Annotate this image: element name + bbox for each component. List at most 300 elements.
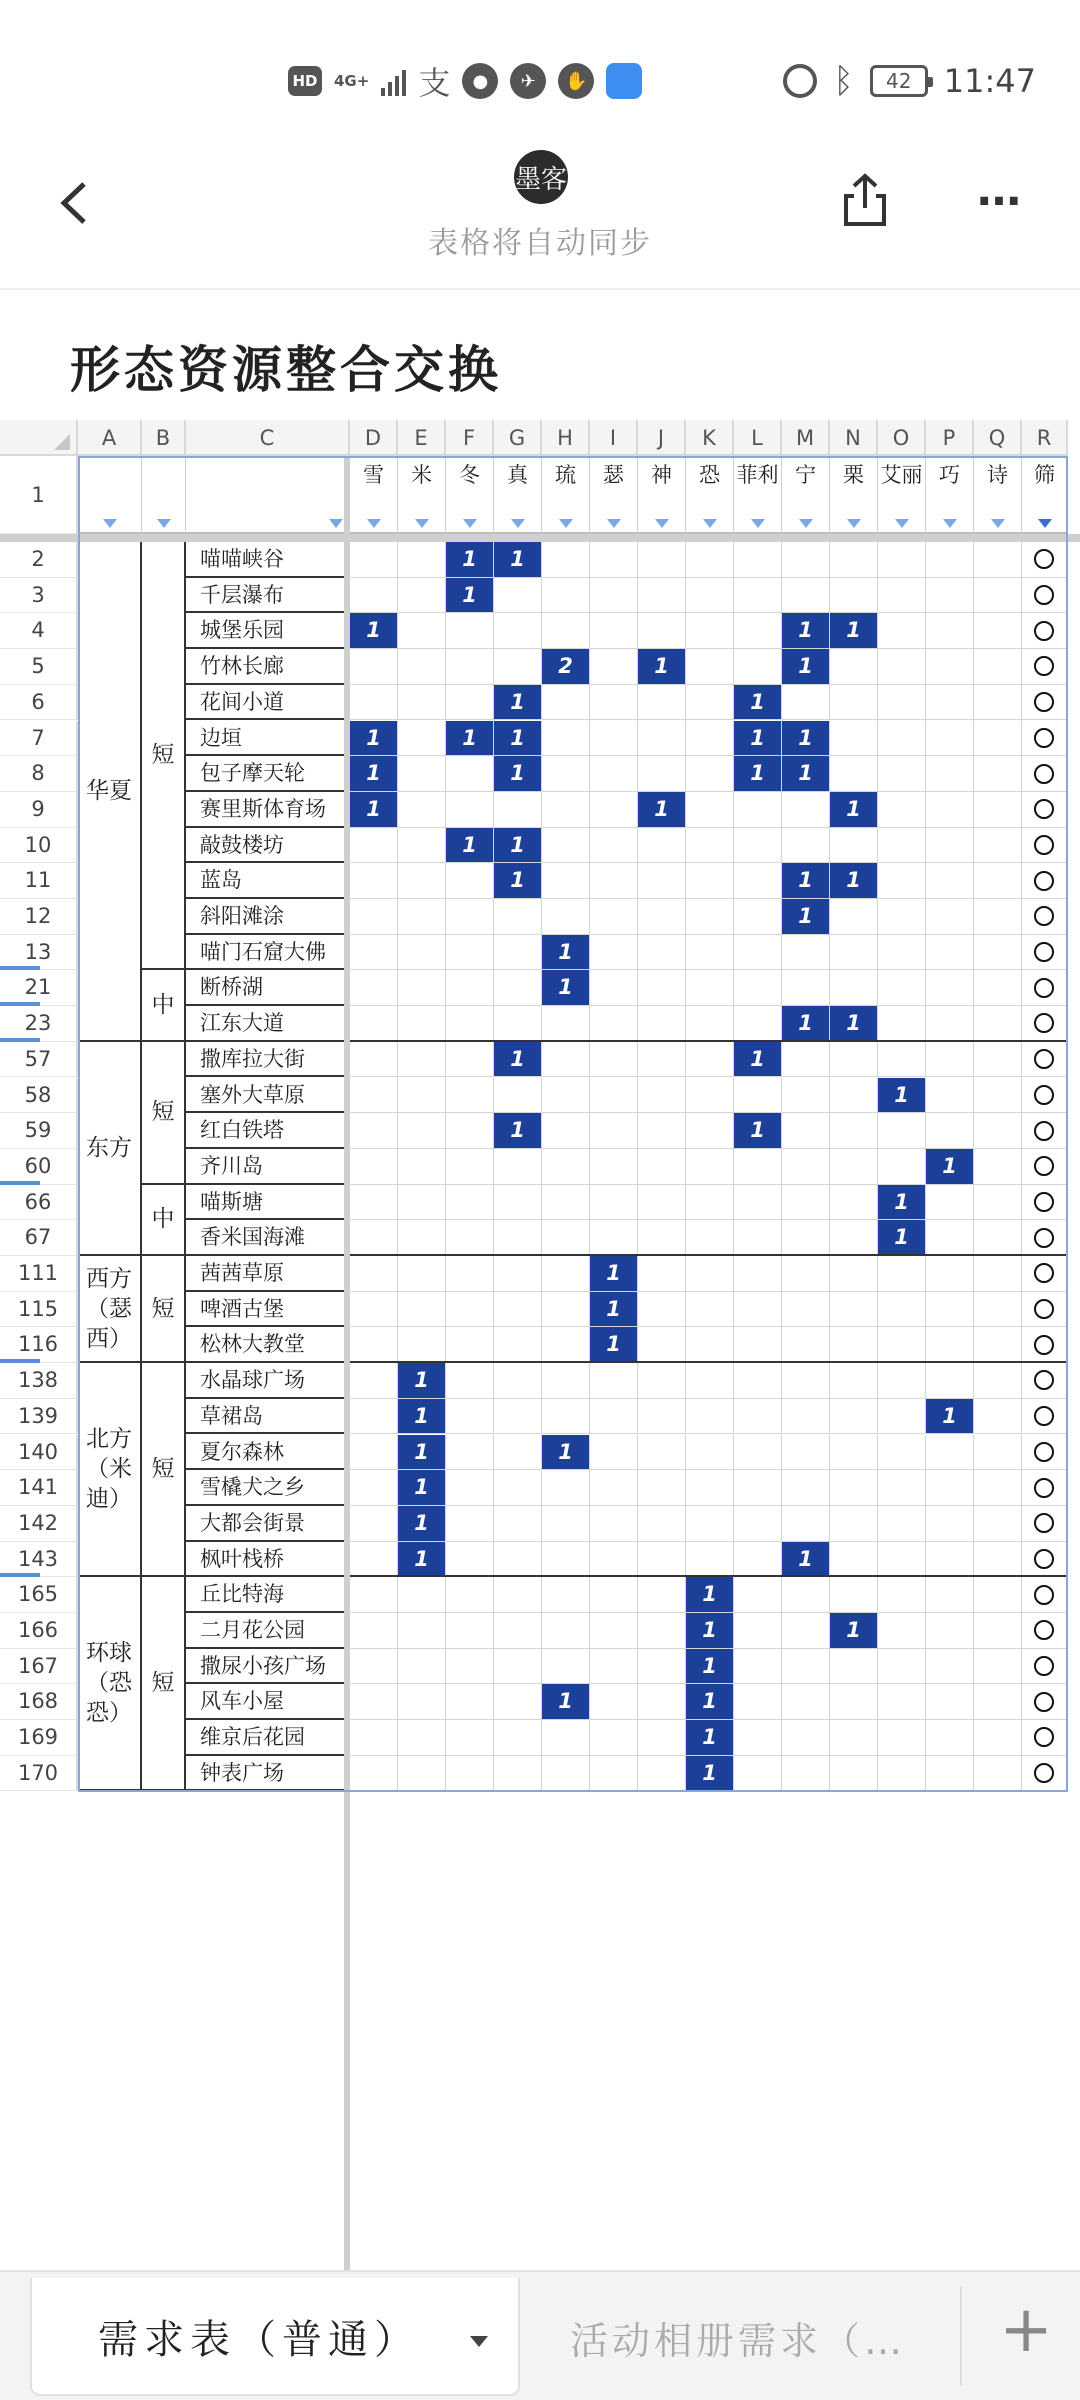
data-cell-k[interactable] (686, 1506, 734, 1542)
data-cell-g[interactable] (494, 1542, 542, 1578)
data-cell-h[interactable] (542, 863, 590, 899)
data-cell-i[interactable] (590, 613, 638, 649)
data-cell-n[interactable] (830, 1185, 878, 1221)
data-cell-l[interactable] (734, 792, 782, 828)
data-cell-d[interactable] (350, 1006, 398, 1042)
data-cell-p[interactable] (926, 1542, 974, 1578)
data-cell-h[interactable] (542, 578, 590, 614)
data-cell-n[interactable] (830, 1435, 878, 1471)
data-cell-e[interactable]: 1 (398, 1399, 446, 1435)
data-cell-o[interactable] (878, 756, 926, 792)
data-cell-k[interactable] (686, 1149, 734, 1185)
data-cell-m[interactable]: 1 (782, 756, 830, 792)
data-cell-k[interactable] (686, 1327, 734, 1363)
data-cell-o[interactable] (878, 721, 926, 757)
data-cell-l[interactable] (734, 899, 782, 935)
data-cell-h[interactable] (542, 1470, 590, 1506)
filter-icon[interactable] (655, 519, 669, 528)
data-cell-h[interactable] (542, 1399, 590, 1435)
data-cell-q[interactable] (974, 756, 1022, 792)
data-cell-i[interactable] (590, 542, 638, 578)
data-cell-o[interactable] (878, 1042, 926, 1078)
data-cell-o[interactable] (878, 1435, 926, 1471)
data-cell-q[interactable] (974, 542, 1022, 578)
data-cell-e[interactable] (398, 1684, 446, 1720)
location-cell[interactable]: 喵门石窟大佛 (186, 935, 350, 971)
data-cell-h[interactable] (542, 1006, 590, 1042)
data-cell-f[interactable] (446, 1399, 494, 1435)
location-cell[interactable]: 边垣 (186, 721, 350, 757)
data-cell-m[interactable] (782, 792, 830, 828)
data-cell-l[interactable] (734, 1078, 782, 1114)
location-cell[interactable]: 茜茜草原 (186, 1256, 350, 1292)
data-cell-k[interactable] (686, 1292, 734, 1328)
data-cell-p[interactable]: 1 (926, 1149, 974, 1185)
filter-checkbox-cell[interactable] (1022, 1577, 1068, 1613)
data-cell-f[interactable] (446, 1113, 494, 1149)
data-cell-q[interactable] (974, 1577, 1022, 1613)
data-cell-o[interactable] (878, 685, 926, 721)
circle-icon[interactable] (1034, 1263, 1054, 1283)
data-cell-q[interactable] (974, 1363, 1022, 1399)
data-cell-k[interactable]: 1 (686, 1613, 734, 1649)
header-cell-f[interactable] (446, 456, 494, 534)
data-cell-i[interactable] (590, 1078, 638, 1114)
data-cell-p[interactable] (926, 1006, 974, 1042)
data-cell-d[interactable] (350, 1756, 398, 1792)
filter-checkbox-cell[interactable] (1022, 613, 1068, 649)
data-cell-g[interactable]: 1 (494, 863, 542, 899)
back-button[interactable] (44, 178, 104, 238)
row-number[interactable]: 67 (0, 1220, 78, 1256)
location-cell[interactable]: 江东大道 (186, 1006, 350, 1042)
data-cell-g[interactable] (494, 1363, 542, 1399)
data-cell-k[interactable] (686, 1113, 734, 1149)
data-cell-k[interactable]: 1 (686, 1756, 734, 1792)
data-cell-e[interactable] (398, 613, 446, 649)
data-cell-d[interactable] (350, 970, 398, 1006)
filter-checkbox-cell[interactable] (1022, 792, 1068, 828)
filter-icon[interactable] (415, 519, 429, 528)
data-cell-i[interactable] (590, 685, 638, 721)
data-cell-n[interactable] (830, 1720, 878, 1756)
circle-icon[interactable] (1034, 1049, 1054, 1069)
data-cell-p[interactable]: 1 (926, 1399, 974, 1435)
data-cell-h[interactable] (542, 721, 590, 757)
data-cell-i[interactable] (590, 1720, 638, 1756)
data-cell-d[interactable]: 1 (350, 721, 398, 757)
filter-checkbox-cell[interactable] (1022, 578, 1068, 614)
location-cell[interactable]: 香米国海滩 (186, 1220, 350, 1256)
filter-checkbox-cell[interactable] (1022, 1649, 1068, 1685)
data-cell-e[interactable] (398, 578, 446, 614)
data-cell-d[interactable] (350, 1470, 398, 1506)
data-cell-o[interactable] (878, 828, 926, 864)
filter-icon[interactable] (463, 519, 477, 528)
data-cell-o[interactable]: 1 (878, 1185, 926, 1221)
column-header-m[interactable]: M (782, 420, 830, 456)
filter-checkbox-cell[interactable] (1022, 721, 1068, 757)
circle-icon[interactable] (1034, 1549, 1054, 1569)
data-cell-f[interactable]: 1 (446, 578, 494, 614)
circle-icon[interactable] (1034, 835, 1054, 855)
data-cell-l[interactable] (734, 542, 782, 578)
data-cell-e[interactable]: 1 (398, 1506, 446, 1542)
data-cell-k[interactable] (686, 1363, 734, 1399)
data-cell-k[interactable] (686, 1435, 734, 1471)
data-cell-e[interactable] (398, 542, 446, 578)
data-cell-n[interactable] (830, 1470, 878, 1506)
data-cell-p[interactable] (926, 721, 974, 757)
data-cell-h[interactable]: 1 (542, 935, 590, 971)
data-cell-n[interactable] (830, 1649, 878, 1685)
filter-checkbox-cell[interactable] (1022, 1435, 1068, 1471)
data-cell-k[interactable] (686, 721, 734, 757)
data-cell-i[interactable] (590, 935, 638, 971)
row-number[interactable]: 165 (0, 1577, 78, 1613)
data-cell-i[interactable] (590, 1684, 638, 1720)
data-cell-m[interactable] (782, 1435, 830, 1471)
data-cell-g[interactable] (494, 1613, 542, 1649)
data-cell-n[interactable] (830, 1078, 878, 1114)
data-cell-k[interactable]: 1 (686, 1577, 734, 1613)
data-cell-g[interactable]: 1 (494, 685, 542, 721)
data-cell-g[interactable]: 1 (494, 756, 542, 792)
data-cell-f[interactable] (446, 1435, 494, 1471)
data-cell-p[interactable] (926, 1470, 974, 1506)
row-number[interactable]: 60 (0, 1149, 78, 1185)
data-cell-p[interactable] (926, 1577, 974, 1613)
data-cell-i[interactable] (590, 1113, 638, 1149)
data-cell-i[interactable] (590, 1006, 638, 1042)
data-cell-g[interactable] (494, 1435, 542, 1471)
data-cell-i[interactable] (590, 970, 638, 1006)
filter-checkbox-cell[interactable] (1022, 1684, 1068, 1720)
location-cell[interactable]: 枫叶栈桥 (186, 1542, 350, 1578)
row-number[interactable]: 12 (0, 899, 78, 935)
data-cell-h[interactable] (542, 1292, 590, 1328)
data-cell-q[interactable] (974, 1684, 1022, 1720)
data-cell-h[interactable] (542, 1649, 590, 1685)
filter-icon[interactable] (847, 519, 861, 528)
data-cell-q[interactable] (974, 970, 1022, 1006)
data-cell-o[interactable] (878, 542, 926, 578)
data-cell-m[interactable] (782, 1327, 830, 1363)
column-header-g[interactable]: G (494, 420, 542, 456)
data-cell-m[interactable] (782, 578, 830, 614)
data-cell-f[interactable] (446, 1220, 494, 1256)
data-cell-k[interactable] (686, 863, 734, 899)
duration-cell[interactable]: 短 (142, 1577, 186, 1791)
data-cell-e[interactable] (398, 685, 446, 721)
data-cell-o[interactable] (878, 1006, 926, 1042)
header-cell-q[interactable] (974, 456, 1022, 534)
circle-icon[interactable] (1034, 1156, 1054, 1176)
data-cell-q[interactable] (974, 1506, 1022, 1542)
filter-icon[interactable] (511, 519, 525, 528)
data-cell-d[interactable]: 1 (350, 613, 398, 649)
tab-demand-normal[interactable] (30, 2278, 520, 2396)
data-cell-g[interactable] (494, 1006, 542, 1042)
data-cell-m[interactable] (782, 1613, 830, 1649)
data-cell-e[interactable] (398, 828, 446, 864)
data-cell-g[interactable] (494, 1078, 542, 1114)
duration-cell[interactable]: 短 (142, 1363, 186, 1577)
data-cell-d[interactable] (350, 1613, 398, 1649)
data-cell-m[interactable]: 1 (782, 1006, 830, 1042)
data-cell-h[interactable]: 1 (542, 1684, 590, 1720)
duration-cell[interactable]: 短 (142, 1256, 186, 1363)
header-cell-a[interactable] (78, 456, 142, 534)
data-cell-h[interactable] (542, 792, 590, 828)
location-cell[interactable]: 蓝岛 (186, 863, 350, 899)
data-cell-p[interactable] (926, 1435, 974, 1471)
row-number[interactable]: 116 (0, 1327, 78, 1363)
data-cell-e[interactable] (398, 1220, 446, 1256)
data-cell-j[interactable] (638, 1720, 686, 1756)
data-cell-p[interactable] (926, 899, 974, 935)
data-cell-e[interactable] (398, 970, 446, 1006)
data-cell-m[interactable] (782, 1470, 830, 1506)
data-cell-n[interactable] (830, 828, 878, 864)
location-cell[interactable]: 敲鼓楼坊 (186, 828, 350, 864)
data-cell-g[interactable]: 1 (494, 1042, 542, 1078)
location-cell[interactable]: 水晶球广场 (186, 1363, 350, 1399)
location-cell[interactable]: 风车小屋 (186, 1684, 350, 1720)
data-cell-l[interactable] (734, 1006, 782, 1042)
data-cell-l[interactable] (734, 828, 782, 864)
location-cell[interactable]: 塞外大草原 (186, 1078, 350, 1114)
location-cell[interactable]: 断桥湖 (186, 970, 350, 1006)
row-number[interactable]: 21 (0, 970, 78, 1006)
data-cell-q[interactable] (974, 1399, 1022, 1435)
data-cell-d[interactable] (350, 1399, 398, 1435)
row-number[interactable]: 111 (0, 1256, 78, 1292)
data-cell-h[interactable] (542, 1149, 590, 1185)
data-cell-l[interactable] (734, 1756, 782, 1792)
location-cell[interactable]: 草裙岛 (186, 1399, 350, 1435)
data-cell-n[interactable] (830, 649, 878, 685)
row-number-1[interactable]: 1 (0, 456, 78, 534)
data-cell-e[interactable] (398, 756, 446, 792)
data-cell-n[interactable]: 1 (830, 792, 878, 828)
filter-checkbox-cell[interactable] (1022, 828, 1068, 864)
data-cell-l[interactable]: 1 (734, 756, 782, 792)
data-cell-g[interactable] (494, 649, 542, 685)
column-header-h[interactable]: H (542, 420, 590, 456)
data-cell-d[interactable] (350, 863, 398, 899)
data-cell-i[interactable] (590, 756, 638, 792)
data-cell-i[interactable] (590, 1220, 638, 1256)
data-cell-h[interactable] (542, 1577, 590, 1613)
data-cell-n[interactable]: 1 (830, 863, 878, 899)
data-cell-g[interactable] (494, 1756, 542, 1792)
row-number[interactable]: 170 (0, 1756, 78, 1792)
data-cell-j[interactable]: 1 (638, 792, 686, 828)
data-cell-h[interactable] (542, 1613, 590, 1649)
data-cell-n[interactable] (830, 899, 878, 935)
row-number[interactable]: 5 (0, 649, 78, 685)
circle-icon[interactable] (1034, 1656, 1054, 1676)
duration-cell[interactable]: 中 (142, 970, 186, 1041)
data-cell-m[interactable] (782, 1684, 830, 1720)
data-cell-n[interactable] (830, 1220, 878, 1256)
data-cell-f[interactable]: 1 (446, 828, 494, 864)
data-cell-f[interactable] (446, 1649, 494, 1685)
more-button[interactable]: ··· (975, 176, 1021, 227)
data-cell-m[interactable] (782, 935, 830, 971)
row-number[interactable]: 169 (0, 1720, 78, 1756)
data-cell-n[interactable]: 1 (830, 613, 878, 649)
location-cell[interactable]: 花间小道 (186, 685, 350, 721)
data-cell-e[interactable] (398, 721, 446, 757)
header-cell-l[interactable] (734, 456, 782, 534)
data-cell-n[interactable] (830, 1506, 878, 1542)
circle-icon[interactable] (1034, 656, 1054, 676)
freeze-column-divider[interactable] (344, 456, 350, 2270)
data-cell-g[interactable] (494, 578, 542, 614)
data-cell-j[interactable]: 1 (638, 649, 686, 685)
data-cell-e[interactable] (398, 899, 446, 935)
data-cell-p[interactable] (926, 613, 974, 649)
data-cell-k[interactable] (686, 542, 734, 578)
data-cell-m[interactable] (782, 1506, 830, 1542)
region-cell[interactable]: 西方（瑟西） (78, 1256, 142, 1363)
data-cell-p[interactable] (926, 970, 974, 1006)
filter-icon[interactable] (943, 519, 957, 528)
data-cell-e[interactable]: 1 (398, 1363, 446, 1399)
data-cell-h[interactable] (542, 1220, 590, 1256)
data-cell-d[interactable] (350, 1185, 398, 1221)
data-cell-n[interactable] (830, 1756, 878, 1792)
circle-icon[interactable] (1034, 1763, 1054, 1783)
data-cell-i[interactable] (590, 649, 638, 685)
data-cell-h[interactable] (542, 1327, 590, 1363)
data-cell-g[interactable] (494, 899, 542, 935)
data-cell-m[interactable]: 1 (782, 1542, 830, 1578)
duration-cell[interactable]: 短 (142, 542, 186, 970)
header-cell-j[interactable] (638, 456, 686, 534)
data-cell-k[interactable] (686, 899, 734, 935)
data-cell-l[interactable] (734, 1399, 782, 1435)
data-cell-p[interactable] (926, 685, 974, 721)
data-cell-o[interactable] (878, 1470, 926, 1506)
filter-checkbox-cell[interactable] (1022, 1256, 1068, 1292)
filter-icon[interactable] (367, 519, 381, 528)
data-cell-i[interactable] (590, 1577, 638, 1613)
duration-cell[interactable]: 中 (142, 1185, 186, 1256)
data-cell-n[interactable] (830, 1113, 878, 1149)
data-cell-h[interactable] (542, 828, 590, 864)
data-cell-m[interactable]: 1 (782, 613, 830, 649)
data-cell-g[interactable] (494, 1720, 542, 1756)
data-cell-h[interactable] (542, 685, 590, 721)
data-cell-p[interactable] (926, 1220, 974, 1256)
add-sheet-button[interactable]: + (999, 2293, 1053, 2367)
circle-icon[interactable] (1034, 1478, 1054, 1498)
data-cell-f[interactable] (446, 649, 494, 685)
data-cell-k[interactable] (686, 1078, 734, 1114)
data-cell-i[interactable] (590, 792, 638, 828)
select-all-corner[interactable] (0, 420, 78, 456)
data-cell-m[interactable]: 1 (782, 649, 830, 685)
data-cell-e[interactable] (398, 1292, 446, 1328)
row-number[interactable]: 142 (0, 1506, 78, 1542)
data-cell-d[interactable]: 1 (350, 756, 398, 792)
circle-icon[interactable] (1034, 1442, 1054, 1462)
data-cell-q[interactable] (974, 1720, 1022, 1756)
row-number[interactable]: 9 (0, 792, 78, 828)
duration-cell[interactable]: 短 (142, 1042, 186, 1185)
caret-down-icon[interactable] (470, 2336, 488, 2347)
data-cell-k[interactable] (686, 970, 734, 1006)
filter-checkbox-cell[interactable] (1022, 1363, 1068, 1399)
data-cell-g[interactable] (494, 1256, 542, 1292)
filter-checkbox-cell[interactable] (1022, 649, 1068, 685)
circle-icon[interactable] (1034, 1406, 1054, 1426)
data-cell-g[interactable]: 1 (494, 721, 542, 757)
data-cell-d[interactable] (350, 1684, 398, 1720)
data-cell-p[interactable] (926, 756, 974, 792)
data-cell-q[interactable] (974, 1078, 1022, 1114)
data-cell-e[interactable] (398, 1113, 446, 1149)
data-cell-f[interactable]: 1 (446, 542, 494, 578)
filter-icon[interactable] (799, 519, 813, 528)
data-cell-o[interactable] (878, 1756, 926, 1792)
data-cell-o[interactable] (878, 1720, 926, 1756)
data-cell-h[interactable] (542, 542, 590, 578)
data-cell-q[interactable] (974, 1185, 1022, 1221)
filter-icon[interactable] (1038, 519, 1052, 528)
data-cell-o[interactable] (878, 863, 926, 899)
filter-checkbox-cell[interactable] (1022, 1542, 1068, 1578)
data-cell-p[interactable] (926, 1042, 974, 1078)
data-cell-h[interactable]: 1 (542, 1435, 590, 1471)
location-cell[interactable]: 维京后花园 (186, 1720, 350, 1756)
data-cell-m[interactable]: 1 (782, 863, 830, 899)
tab-activity-album[interactable]: 活动相册需求（… (570, 2319, 907, 2363)
data-cell-k[interactable] (686, 792, 734, 828)
data-cell-n[interactable] (830, 935, 878, 971)
data-cell-q[interactable] (974, 578, 1022, 614)
data-cell-q[interactable] (974, 935, 1022, 971)
header-cell-d[interactable] (350, 456, 398, 534)
data-cell-j[interactable] (638, 721, 686, 757)
data-cell-m[interactable] (782, 542, 830, 578)
filter-checkbox-cell[interactable] (1022, 1149, 1068, 1185)
data-cell-l[interactable] (734, 649, 782, 685)
filter-checkbox-cell[interactable] (1022, 1506, 1068, 1542)
data-cell-e[interactable] (398, 1042, 446, 1078)
header-cell-m[interactable] (782, 456, 830, 534)
data-cell-f[interactable]: 1 (446, 721, 494, 757)
data-cell-h[interactable] (542, 1042, 590, 1078)
data-cell-l[interactable] (734, 1720, 782, 1756)
data-cell-f[interactable] (446, 685, 494, 721)
data-cell-f[interactable] (446, 1577, 494, 1613)
data-cell-n[interactable] (830, 1256, 878, 1292)
data-cell-g[interactable]: 1 (494, 1113, 542, 1149)
header-cell-e[interactable] (398, 456, 446, 534)
location-cell[interactable]: 赛里斯体育场 (186, 792, 350, 828)
filter-checkbox-cell[interactable] (1022, 1613, 1068, 1649)
data-cell-o[interactable]: 1 (878, 1078, 926, 1114)
row-number[interactable]: 166 (0, 1613, 78, 1649)
data-cell-d[interactable] (350, 1506, 398, 1542)
data-cell-j[interactable] (638, 1042, 686, 1078)
data-cell-p[interactable] (926, 1363, 974, 1399)
circle-icon[interactable] (1034, 1335, 1054, 1355)
